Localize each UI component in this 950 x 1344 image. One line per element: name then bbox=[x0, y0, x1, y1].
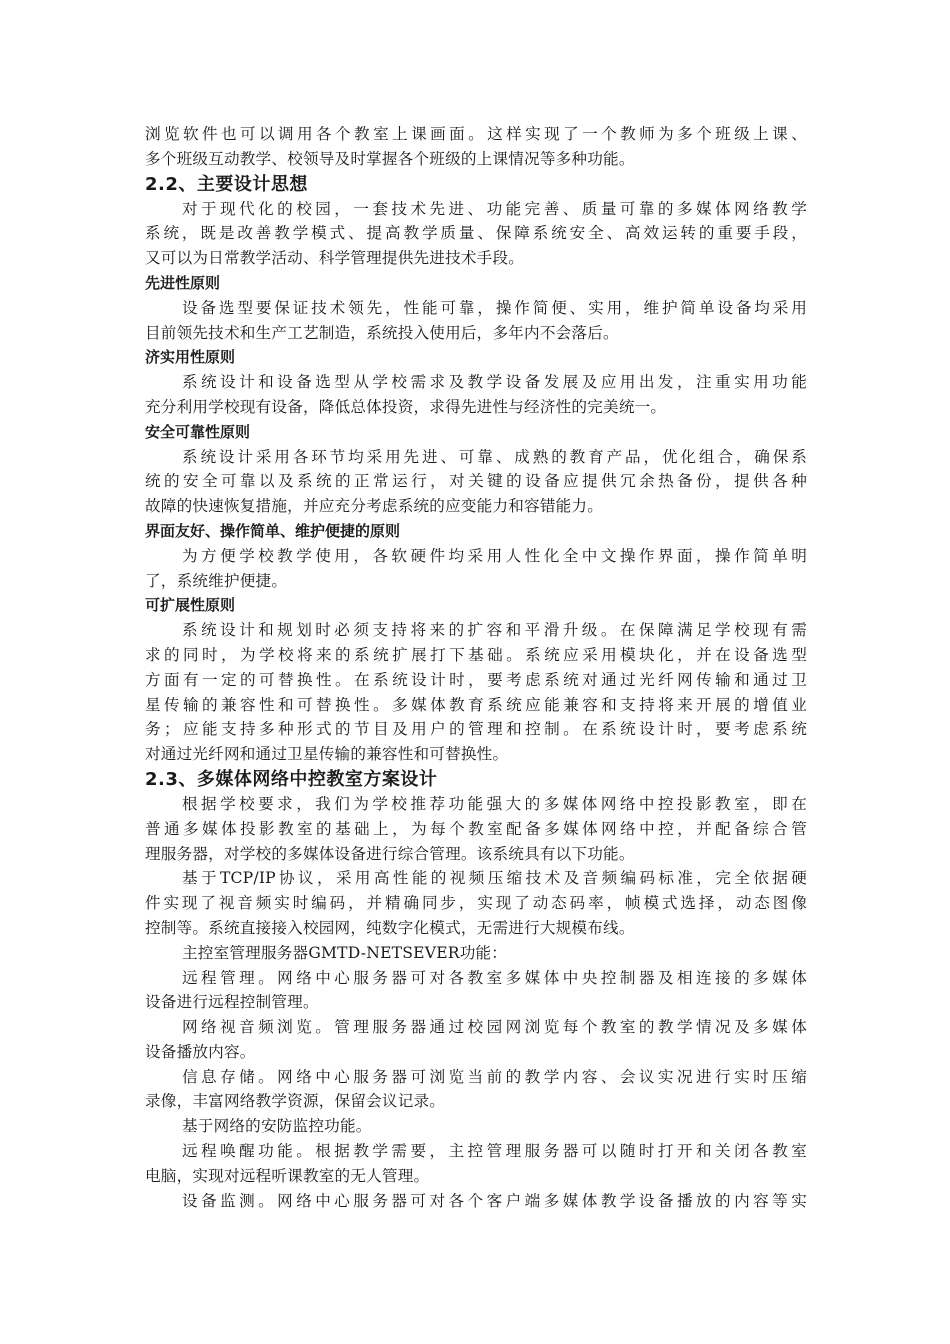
body-line: 远程管理。网络中心服务器可对各教室多媒体中央控制器及相连接的多媒体 bbox=[182, 968, 807, 987]
body-line: 系统，既是改善教学模式、提高教学质量、保障系统安全、高效运转的重要手段， bbox=[145, 224, 807, 243]
body-line: 系统设计和设备选型从学校需求及教学设备发展及应用出发，注重实用功能 bbox=[182, 373, 807, 392]
body-line: 对通过光纤网和通过卫星传输的兼容性和可替换性。 bbox=[145, 745, 509, 764]
body-line: 远程唤醒功能。根据教学需要，主控管理服务器可以随时打开和关闭各教室 bbox=[182, 1142, 807, 1161]
body-line: 设备选型要保证技术领先，性能可靠，操作简便、实用，维护简单设备均采用 bbox=[182, 298, 807, 317]
body-line: 目前领先技术和生产工艺制造，系统投入使用后，多年内不会落后。 bbox=[145, 323, 619, 342]
principle-title: 界面友好、操作简单、维护便捷的原则 bbox=[145, 521, 401, 540]
section-heading-2-2: 2.2、主要设计思想 bbox=[145, 173, 308, 195]
body-line: 设备进行远程控制管理。 bbox=[145, 993, 319, 1012]
principle-title: 先进性原则 bbox=[145, 273, 221, 292]
body-line: 件实现了视音频实时编码，并精确同步，实现了动态码率，帧模式选择，动态图像 bbox=[145, 894, 807, 913]
body-line: 了，系统维护便捷。 bbox=[145, 571, 288, 590]
body-line: 系统设计和规划时必须支持将来的扩容和平滑升级。在保障满足学校现有需 bbox=[182, 621, 807, 640]
body-line: 浏览软件也可以调用各个教室上课画面。这样实现了一个教师为多个班级上课、 bbox=[145, 125, 807, 143]
body-line: 求的同时，为学校将来的系统扩展打下基础。系统应采用模块化，并在设备选型 bbox=[145, 645, 807, 664]
body-line: 故障的快速恢复措施，并应充分考虑系统的应变能力和容错能力。 bbox=[145, 497, 604, 516]
body-line: 设备监测。网络中心服务器可对各个客户端多媒体教学设备播放的内容等实 bbox=[182, 1191, 807, 1210]
body-line: 方面有一定的可替换性。在系统设计时，要考虑系统对通过光纤网传输和通过卫 bbox=[145, 670, 807, 689]
body-line: 多个班级互动教学、校领导及时掌握各个班级的上课情况等多种功能。 bbox=[145, 149, 635, 168]
body-line: 充分利用学校现有设备，降低总体投资，求得先进性与经济性的完美统一。 bbox=[145, 397, 667, 416]
body-line: 理服务器，对学校的多媒体设备进行综合管理。该系统具有以下功能。 bbox=[145, 844, 635, 863]
body-line: 统的安全可靠以及系统的正常运行，对关键的设备应提供冗余热备份，提供各种 bbox=[145, 472, 807, 491]
body-line: 根据学校要求，我们为学校推荐功能强大的多媒体网络中控投影教室，即在 bbox=[182, 794, 807, 813]
body-line: 对于现代化的校园，一套技术先进、功能完善、质量可靠的多媒体网络教学 bbox=[182, 199, 807, 218]
principle-title: 济实用性原则 bbox=[145, 348, 236, 367]
body-line: 又可以为日常教学活动、科学管理提供先进技术手段。 bbox=[145, 249, 525, 268]
body-line: 系统设计采用各环节均采用先进、可靠、成熟的教育产品，优化组合，确保系 bbox=[182, 447, 807, 466]
document-page bbox=[145, 122, 807, 1213]
body-line: 录像，丰富网络教学资源，保留会议记录。 bbox=[145, 1092, 446, 1111]
body-line: 基于TCP/IP协议，采用高性能的视频压缩技术及音频编码标准，完全依据硬 bbox=[182, 869, 807, 888]
body-line: 电脑，实现对远程听课教室的无人管理。 bbox=[145, 1166, 430, 1185]
body-line: 基于网络的安防监控功能。 bbox=[182, 1117, 372, 1136]
body-line: 主控室管理服务器GMTD-NETSEVER功能： bbox=[182, 943, 508, 962]
section-heading-2-3: 2.3、多媒体网络中控教室方案设计 bbox=[145, 768, 438, 790]
body-line: 设备播放内容。 bbox=[145, 1042, 256, 1061]
body-line: 控制等。系统直接接入校园网，纯数字化模式，无需进行大规模布线。 bbox=[145, 918, 635, 937]
body-line: 务；应能支持多种形式的节目及用户的管理和控制。在系统设计时，要考虑系统 bbox=[145, 720, 807, 739]
body-line: 为方便学校教学使用，各软硬件均采用人性化全中文操作界面，操作简单明 bbox=[182, 546, 807, 565]
body-line: 普通多媒体投影教室的基础上，为每个教室配备多媒体网络中控，并配备综合管 bbox=[145, 819, 807, 838]
body-line: 星传输的兼容性和可替换性。多媒体教育系统应能兼容和支持将来开展的增值业 bbox=[145, 695, 807, 714]
body-line: 网络视音频浏览。管理服务器通过校园网浏览每个教室的教学情况及多媒体 bbox=[182, 1018, 807, 1037]
principle-title: 安全可靠性原则 bbox=[145, 422, 251, 441]
body-line: 信息存储。网络中心服务器可浏览当前的教学内容、会议实况进行实时压缩 bbox=[182, 1067, 807, 1086]
principle-title: 可扩展性原则 bbox=[145, 596, 236, 615]
